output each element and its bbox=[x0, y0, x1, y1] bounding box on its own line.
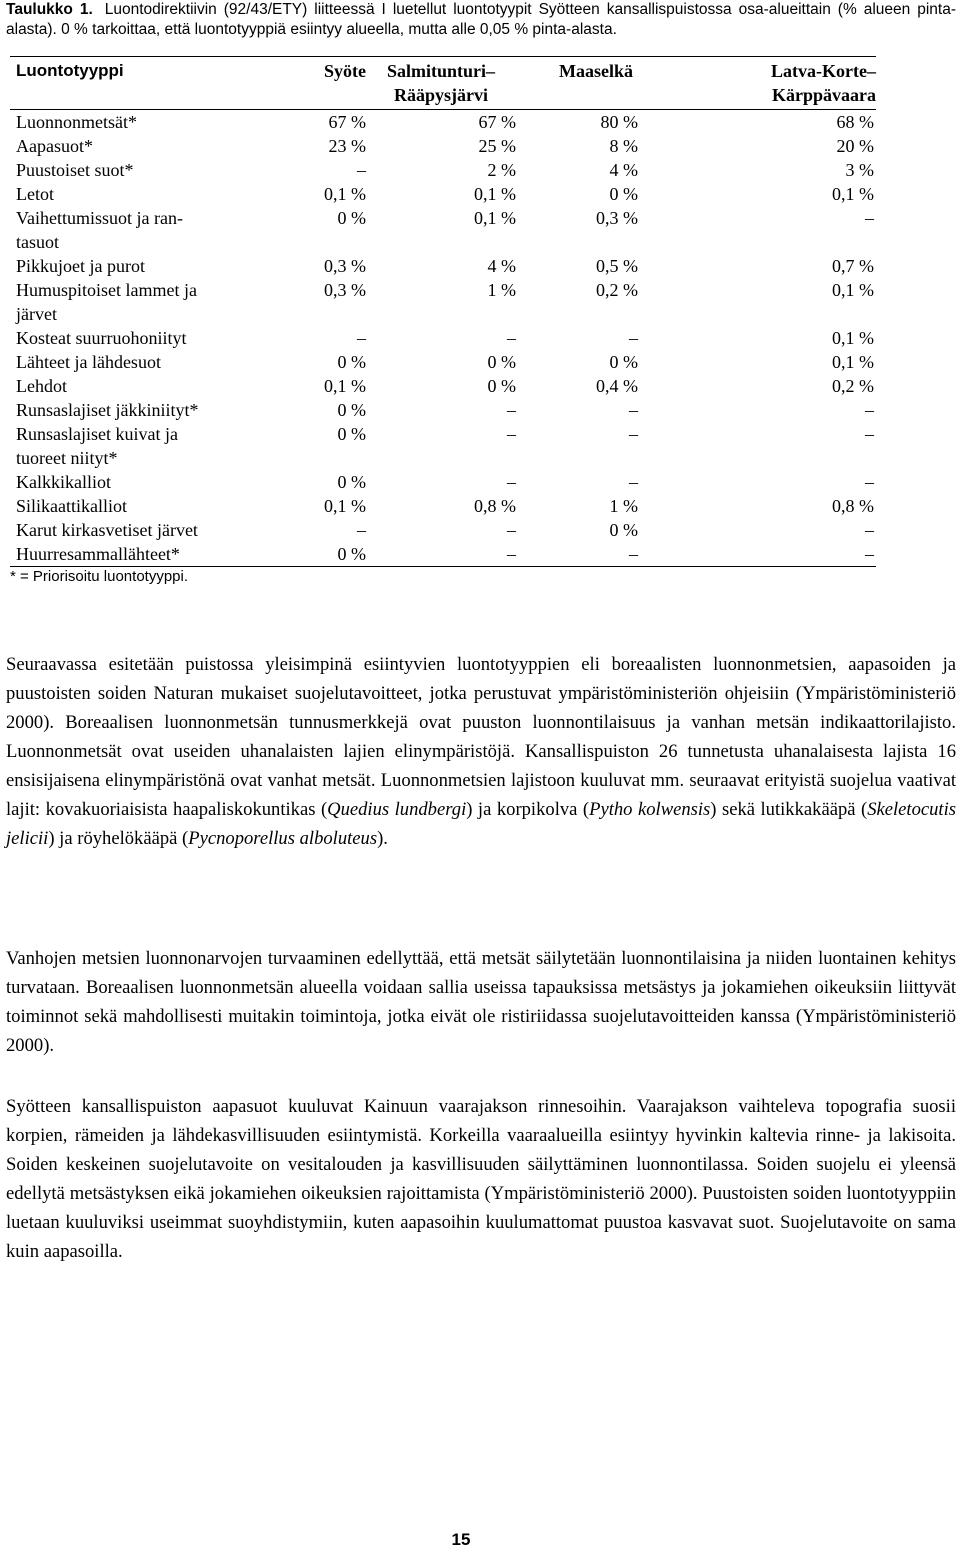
table-row bbox=[10, 254, 876, 278]
cell-syote: 0,3 % bbox=[324, 256, 366, 276]
table-caption bbox=[6, 0, 956, 40]
cell-maaselka: – bbox=[629, 544, 638, 564]
table-row bbox=[10, 470, 876, 494]
cell-latva-korte: 68 % bbox=[836, 112, 874, 132]
cell-salmitunturi: 0 % bbox=[487, 352, 516, 372]
cell-salmitunturi: – bbox=[507, 472, 516, 492]
cell-latva-korte: 0,1 % bbox=[832, 184, 874, 204]
cell-syote: 0,1 % bbox=[324, 376, 366, 396]
paragraph-old-forests: Vanhojen metsien luonnonarvojen turvaaminen edellyttää, että metsät säilytetään luonnontilaisina ja niiden luontainen kehitys turvataan. Boreaalisen luonnonmetsän alueella voidaan sallia useissa tapauksissa metsästys ja jokamiehen oikeuksiin liittyvät toiminnot sekä mahdollisesti muitakin toimintoja, jotka eivät ole ristiriidassa suojelutavoitteiden kanssa (Ympäristöministeriö 2000). bbox=[6, 948, 956, 1056]
p1-text-5: ). bbox=[377, 828, 388, 849]
cell-luontotyyppi: Kosteat suurruohoniityt bbox=[16, 328, 187, 348]
header-luontotyyppi: Luontotyyppi bbox=[16, 61, 124, 80]
cell-maaselka: – bbox=[629, 400, 638, 420]
cell-syote: 0 % bbox=[337, 424, 366, 444]
cell-salmitunturi: 0,1 % bbox=[474, 208, 516, 228]
table-row bbox=[10, 134, 876, 158]
cell-maaselka: 0,4 % bbox=[596, 376, 638, 396]
species-quedius: Quedius lundbergi bbox=[327, 799, 467, 820]
species-pycnoporellus: Pycnoporellus alboluteus bbox=[188, 828, 378, 849]
caption-text: Luontodirektiivin (92/43/ETY) liitteessä I luetellut luontotyypit Syötteen kansallispuistossa osa-alueittain (% alueen pinta-alasta). 0 % tarkoittaa, että luontotyyppiä esiintyy alueella, mutta alle 0,05 % pinta-alasta. bbox=[6, 1, 956, 38]
cell-latva-korte: 0,8 % bbox=[832, 496, 874, 516]
cell-latva-korte: – bbox=[865, 520, 874, 540]
cell-latva-korte: 20 % bbox=[836, 136, 874, 156]
table-row bbox=[10, 278, 876, 326]
paragraph-mires: Syötteen kansallispuiston aapasuot kuuluvat Kainuun vaarajakson rinnesoihin. Vaarajakson vaihteleva topografia suosii korpien, rämeiden ja lähdekasvillisuuden esiintymistä. Korkeilla vaaraalueilla esiintyy hyvinkin kaltevia rinne- ja lakisoita. Soiden keskeinen suojelutavoite on vesitalouden ja kasvillisuuden säilyttäminen luonnontilassa. Soiden suojelu ei yleensä edellytä metsästyksen eikä jokamiehen oikeuksien rajoittamista (Ympäristöministeriö 2000). Puustoisten soiden luontotyyppiin luetaan kuuluviksi useimmat suoyhdistymiin, kuten aapasoihin kuulumattomat puustoa kasvavat suot. Suojelutavoite on sama kuin aapasoilla. bbox=[6, 1096, 956, 1262]
cell-maaselka: 80 % bbox=[600, 112, 638, 132]
cell-latva-korte: – bbox=[865, 424, 874, 444]
cell-maaselka: 4 % bbox=[609, 160, 638, 180]
table-row bbox=[10, 494, 876, 518]
cell-syote: 23 % bbox=[328, 136, 366, 156]
cell-salmitunturi: 0,8 % bbox=[474, 496, 516, 516]
cell-syote: 0 % bbox=[337, 400, 366, 420]
cell-luontotyyppi: Vaihettumissuot ja ran- tasuot bbox=[16, 208, 183, 252]
cell-latva-korte: – bbox=[865, 472, 874, 492]
cell-salmitunturi: 1 % bbox=[487, 280, 516, 300]
p1-text-2: ) ja korpikolva ( bbox=[466, 799, 590, 820]
table-row bbox=[10, 542, 876, 567]
cell-salmitunturi: 25 % bbox=[478, 136, 516, 156]
cell-maaselka: 0 % bbox=[609, 184, 638, 204]
header-latva-korte: Latva-Korte– Kärppävaara bbox=[771, 61, 876, 105]
table-row bbox=[10, 182, 876, 206]
cell-luontotyyppi: Pikkujoet ja purot bbox=[16, 256, 145, 276]
cell-luontotyyppi: Runsaslajiset jäkkiniityt* bbox=[16, 400, 199, 420]
table-body bbox=[10, 110, 876, 567]
table-row bbox=[10, 350, 876, 374]
cell-maaselka: 8 % bbox=[609, 136, 638, 156]
cell-salmitunturi: – bbox=[507, 520, 516, 540]
cell-luontotyyppi: Lehdot bbox=[16, 376, 67, 396]
cell-syote: 0 % bbox=[337, 472, 366, 492]
cell-syote: – bbox=[357, 520, 366, 540]
caption-number: 1. bbox=[79, 1, 93, 18]
cell-maaselka: – bbox=[629, 472, 638, 492]
table-header-row bbox=[10, 57, 876, 110]
table-row bbox=[10, 422, 876, 470]
cell-latva-korte: 0,1 % bbox=[832, 280, 874, 300]
cell-luontotyyppi: Karut kirkasvetiset järvet bbox=[16, 520, 198, 540]
cell-salmitunturi: 0 % bbox=[487, 376, 516, 396]
cell-syote: 0,3 % bbox=[324, 280, 366, 300]
cell-latva-korte: 0,1 % bbox=[832, 352, 874, 372]
table-row bbox=[10, 158, 876, 182]
header-salmitunturi: Salmitunturi– Rääpysjärvi bbox=[386, 61, 496, 105]
species-skeletocutis: Skeletocutis jelicii bbox=[6, 799, 956, 849]
cell-maaselka: 0,5 % bbox=[596, 256, 638, 276]
table-row bbox=[10, 326, 876, 350]
cell-salmitunturi: – bbox=[507, 400, 516, 420]
cell-luontotyyppi: Puustoiset suot* bbox=[16, 160, 134, 180]
cell-salmitunturi: 0,1 % bbox=[474, 184, 516, 204]
table-row bbox=[10, 374, 876, 398]
cell-maaselka: – bbox=[629, 424, 638, 444]
cell-syote: 0,1 % bbox=[324, 184, 366, 204]
cell-latva-korte: 0,2 % bbox=[832, 376, 874, 396]
cell-luontotyyppi: Kalkkikalliot bbox=[16, 472, 111, 492]
p1-text-4: ) ja röyhelökääpä ( bbox=[48, 828, 189, 849]
cell-luontotyyppi: Silikaattikalliot bbox=[16, 496, 127, 516]
table-row bbox=[10, 206, 876, 254]
p1-text-3: ) sekä lutikkakääpä ( bbox=[710, 799, 868, 820]
cell-salmitunturi: – bbox=[507, 328, 516, 348]
cell-luontotyyppi: Humuspitoiset lammet ja järvet bbox=[16, 280, 197, 324]
species-pytho: Pytho kolwensis bbox=[589, 799, 711, 820]
cell-syote: 0 % bbox=[337, 208, 366, 228]
cell-maaselka: – bbox=[629, 328, 638, 348]
cell-latva-korte: – bbox=[865, 544, 874, 564]
page-number: 15 bbox=[451, 1530, 471, 1549]
habitat-table bbox=[10, 56, 876, 567]
paragraph-natural-forests bbox=[6, 650, 956, 853]
cell-latva-korte: 3 % bbox=[845, 160, 874, 180]
header-maaselka: Maaselkä bbox=[559, 61, 633, 81]
caption-label: Taulukko bbox=[6, 1, 73, 18]
cell-maaselka: 1 % bbox=[609, 496, 638, 516]
cell-maaselka: 0 % bbox=[609, 520, 638, 540]
cell-latva-korte: – bbox=[865, 400, 874, 420]
cell-salmitunturi: 2 % bbox=[487, 160, 516, 180]
cell-maaselka: 0,3 % bbox=[596, 208, 638, 228]
cell-syote: 0 % bbox=[337, 352, 366, 372]
cell-luontotyyppi: Runsaslajiset kuivat ja tuoreet niityt* bbox=[16, 424, 178, 468]
header-syote: Syöte bbox=[324, 61, 366, 81]
cell-salmitunturi: 4 % bbox=[487, 256, 516, 276]
cell-latva-korte: 0,1 % bbox=[832, 328, 874, 348]
cell-luontotyyppi: Aapasuot* bbox=[16, 136, 93, 156]
table-footnote: * = Priorisoitu luontotyyppi. bbox=[10, 568, 189, 585]
cell-syote: 0 % bbox=[337, 544, 366, 564]
habitat-table-wrapper bbox=[10, 56, 876, 567]
cell-luontotyyppi: Luonnonmetsät* bbox=[16, 112, 137, 132]
cell-latva-korte: 0,7 % bbox=[832, 256, 874, 276]
table-row bbox=[10, 518, 876, 542]
table-row bbox=[10, 110, 876, 135]
cell-luontotyyppi: Lähteet ja lähdesuot bbox=[16, 352, 161, 372]
cell-salmitunturi: – bbox=[507, 424, 516, 444]
cell-luontotyyppi: Letot bbox=[16, 184, 54, 204]
cell-maaselka: 0,2 % bbox=[596, 280, 638, 300]
p1-text-1: Seuraavassa esitetään puistossa yleisimpinä esiintyvien luontotyyppien eli boreaalisten luonnonmetsien, aapasoiden ja puustoisten soiden Naturan mukaiset suojelutavoitteet, jotka perustuvat ympäristöministeriön ohjeisiin (Ympäristöministeriö 2000). Boreaalisen luonnonmetsän tunnusmerkkejä ovat puuston luonnontilaisuus ja vanhan metsän indikaattorilajisto. Luonnonmetsät ovat useiden uhanalaisten lajien elinympäristöjä. Kansallispuiston 26 tunnetusta uhanalaisesta lajista 16 ensisijaisena elinympäristönä ovat vanhat metsät. Luonnonmetsien lajistoon kuuluvat mm. seuraavat erityistä suojelua vaativat lajit: kovakuoriaisista haapaliskokuntikas ( bbox=[6, 654, 956, 820]
cell-maaselka: 0 % bbox=[609, 352, 638, 372]
cell-syote: – bbox=[357, 328, 366, 348]
cell-syote: 0,1 % bbox=[324, 496, 366, 516]
cell-syote: 67 % bbox=[328, 112, 366, 132]
cell-salmitunturi: – bbox=[507, 544, 516, 564]
cell-luontotyyppi: Huurresammallähteet* bbox=[16, 544, 180, 564]
table-row bbox=[10, 398, 876, 422]
cell-salmitunturi: 67 % bbox=[478, 112, 516, 132]
cell-syote: – bbox=[357, 160, 366, 180]
cell-latva-korte: – bbox=[865, 208, 874, 228]
